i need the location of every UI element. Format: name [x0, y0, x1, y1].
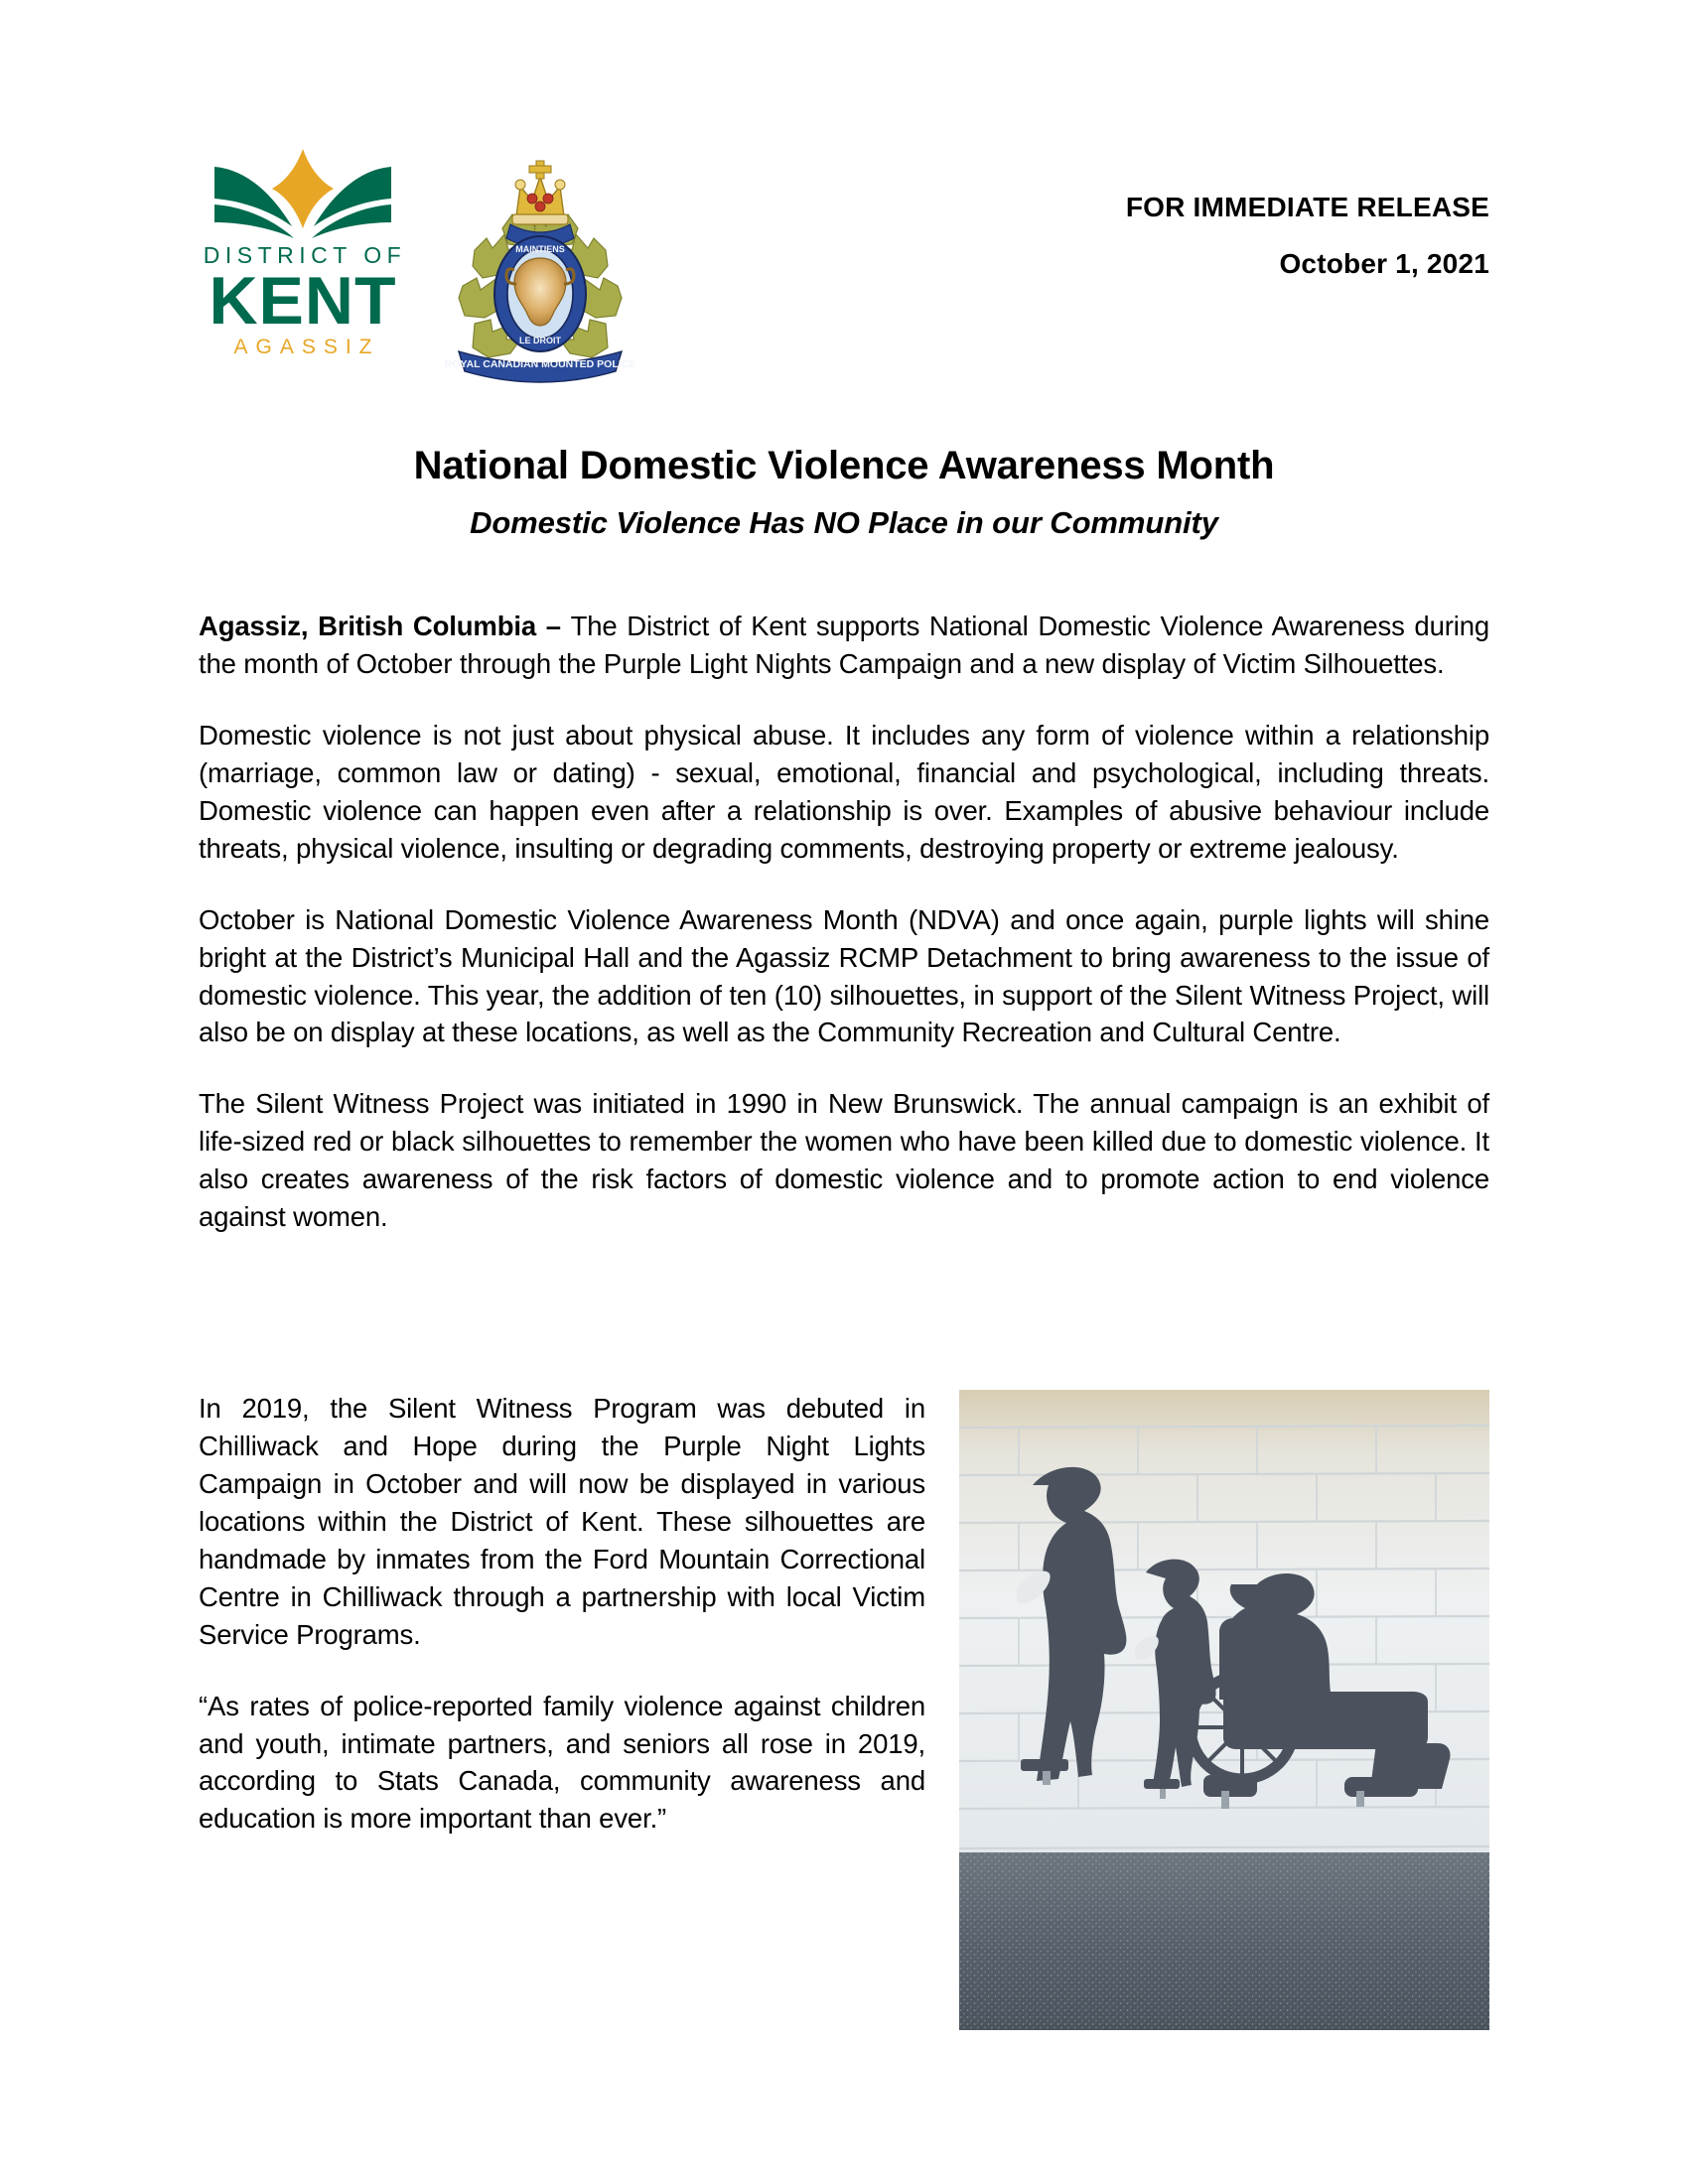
logo-group	[199, 149, 639, 383]
kent-book-leaf-icon	[211, 149, 395, 240]
document-header	[199, 149, 1489, 387]
body-bottom	[199, 1390, 1489, 2030]
logo-agassiz-label: AGASSIZ	[233, 335, 380, 358]
paragraph-stats-quote: “As rates of police-reported family violence against children and youth, intimate partners, and seniors all rose in 2019, according to Stats Canada, community awareness and education is more important than ever.”	[199, 1690, 925, 1835]
paragraph-ndva: October is National Domestic Violence Awareness Month (NDVA) and once again, purple lights will shine bright at the District’s Municipal Hall and the Agassiz RCMP Detachment to bring awareness to the issue of domestic violence. This year, the addition of ten (10) silhouettes, in support of the Silent Witness Project, will also be on display at these locations, as well as the Community Recreation and Cultural Centre.	[199, 903, 1489, 1048]
paragraph-silent-witness: The Silent Witness Project was initiated in 1990 in New Brunswick. The annual campaign is an exhibit of life-sized red or black silhouettes to remember the women who have been killed due to domestic violence. It also creates awareness of the risk factors of domestic violence and to promote action to end violence against women.	[199, 1088, 1489, 1233]
page-title: National Domestic Violence Awareness Month	[413, 444, 1275, 487]
logo-kent-name: KENT	[209, 263, 397, 339]
paragraph-definition: Domestic violence is not just about physical abuse. It includes any form of violence within a relationship (marriage, common law or dating) - sexual, emotional, financial and psychological, including threats. Domestic violence can happen even after a relationship is over. Examples of abusive behaviour include threats, physical violence, insulting or degrading comments, destroying property or extreme jealousy.	[199, 719, 1489, 864]
title-block	[199, 442, 1489, 541]
release-date: October 1, 2021	[1279, 247, 1489, 279]
paragraph-2019-program: In 2019, the Silent Witness Program was debuted in Chilliwack and Hope during the Purple Night Lights Campaign in October and will now be displayed in various locations within the District of Kent. These silhouettes are handmade by inmates from the Ford Mountain Correctional Centre in Chilliwack through a partnership with local Victim Service Programs.	[199, 1393, 925, 1650]
body-top	[199, 608, 1489, 1270]
rcmp-motto-text: MAINTIENS	[515, 244, 565, 254]
district-of-kent-logo	[199, 149, 407, 357]
release-info	[1126, 189, 1489, 280]
svg-text:LE DROIT: LE DROIT	[519, 336, 561, 345]
dateline-lead: Agassiz, British Columbia –	[199, 611, 571, 641]
paragraph-intro	[199, 608, 1489, 683]
silhouettes-photo	[959, 1390, 1489, 2030]
page-subtitle: Domestic Violence Has NO Place in our Community	[470, 505, 1218, 540]
rcmp-banner-text: ROYAL CANADIAN MOUNTED POLICE	[444, 358, 636, 370]
logo-district-label: DISTRICT OF	[203, 242, 407, 268]
for-immediate-release-label: FOR IMMEDIATE RELEASE	[1125, 192, 1489, 222]
paragraph-intro-text: The District of Kent supports National Domestic Violence Awareness during the month of October through the Purple Light Nights Campaign and a new display of Victim Silhouettes.	[199, 611, 1489, 679]
rcmp-crest-icon	[441, 155, 639, 383]
